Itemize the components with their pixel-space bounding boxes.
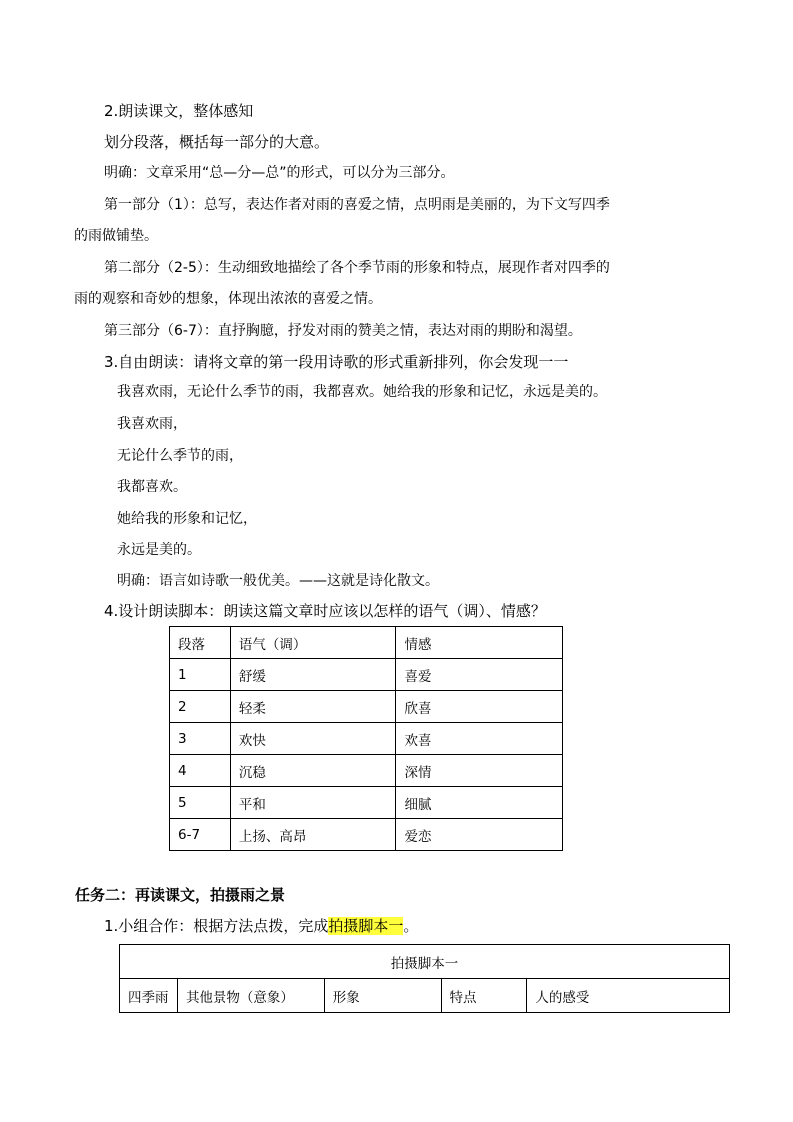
poem-source-line: 我喜欢雨，无论什么季节的雨，我都喜欢。她给我的形象和记忆，永远是美的。 xyxy=(117,384,607,400)
header-feeling: 人的感受 xyxy=(527,979,730,1013)
cell-emotion: 欢喜 xyxy=(396,723,563,755)
paragraph-answer: 明确：文章采用“总—分—总”的形式，可以分为三部分。 xyxy=(104,165,455,181)
cell-tone: 欢快 xyxy=(230,723,396,755)
poem-line-1: 我喜欢雨， xyxy=(117,416,187,432)
poem-line-2: 无论什么季节的雨， xyxy=(117,448,243,464)
shooting-table-title-row xyxy=(120,945,730,979)
reading-script-table xyxy=(169,626,563,851)
table-row xyxy=(170,755,563,787)
section-heading-reading: 2.朗读课文，整体感知 xyxy=(104,102,254,120)
table-row xyxy=(170,723,563,755)
cell-paragraph: 6-7 xyxy=(170,819,231,851)
cell-emotion: 细腻 xyxy=(396,787,563,819)
header-paragraph: 段落 xyxy=(170,627,231,659)
cell-tone: 轻柔 xyxy=(230,691,396,723)
section-heading-free-reading: 3.自由朗读：请将文章的第一段用诗歌的形式重新排列，你会发现一一 xyxy=(104,353,569,371)
shooting-script-table xyxy=(119,944,730,1013)
cell-emotion: 喜爱 xyxy=(396,659,563,691)
cell-emotion: 欣喜 xyxy=(396,691,563,723)
cell-paragraph: 3 xyxy=(170,723,231,755)
paragraph-part-one-cont: 的雨做铺垫。 xyxy=(74,228,158,244)
header-season-rain: 四季雨 xyxy=(120,979,178,1013)
task-item-prefix: 1.小组合作：根据方法点拨，完成 xyxy=(104,917,329,935)
table-row xyxy=(170,787,563,819)
header-feature: 特点 xyxy=(441,979,527,1013)
poem-line-3: 我都喜欢。 xyxy=(117,479,187,495)
paragraph-instruction: 划分段落，概括每一部分的大意。 xyxy=(104,133,330,151)
cell-paragraph: 4 xyxy=(170,755,231,787)
shooting-table-header-row xyxy=(120,979,730,1013)
paragraph-part-two-cont: 雨的观察和奇妙的想象，体现出浓浓的喜爱之情。 xyxy=(74,291,382,307)
header-other-scenery: 其他景物（意象） xyxy=(177,979,324,1013)
table-row xyxy=(170,819,563,851)
paragraph-poetic-prose: 明确：语言如诗歌一般优美。——这就是诗化散文。 xyxy=(117,573,439,589)
poem-line-5: 永远是美的。 xyxy=(117,542,201,558)
header-image: 形象 xyxy=(324,979,441,1013)
table-header-row xyxy=(170,627,563,659)
cell-tone: 上扬、高昂 xyxy=(230,819,396,851)
table-row xyxy=(170,659,563,691)
cell-tone: 平和 xyxy=(230,787,396,819)
shooting-table-title: 拍摄脚本一 xyxy=(120,945,730,979)
highlighted-script-name: 拍摄脚本一 xyxy=(328,917,404,935)
task-item-suffix: 。 xyxy=(403,917,419,935)
cell-emotion: 深情 xyxy=(396,755,563,787)
paragraph-part-three: 第三部分（6-7）：直抒胸臆，抒发对雨的赞美之情，表达对雨的期盼和渴望。 xyxy=(104,323,582,339)
task-two-item xyxy=(104,916,418,936)
cell-tone: 沉稳 xyxy=(230,755,396,787)
header-tone: 语气（调） xyxy=(230,627,396,659)
paragraph-part-two: 第二部分（2-5）：生动细致地描绘了各个季节雨的形象和特点，展现作者对四季的 xyxy=(104,260,610,276)
header-emotion: 情感 xyxy=(396,627,563,659)
section-heading-script: 4.设计朗读脚本：朗读这篇文章时应该以怎样的语气（调）、情感？ xyxy=(104,602,546,620)
cell-paragraph: 1 xyxy=(170,659,231,691)
table-row xyxy=(170,691,563,723)
cell-tone: 舒缓 xyxy=(230,659,396,691)
cell-emotion: 爱恋 xyxy=(396,819,563,851)
cell-paragraph: 2 xyxy=(170,691,231,723)
cell-paragraph: 5 xyxy=(170,787,231,819)
poem-line-4: 她给我的形象和记忆， xyxy=(117,511,257,527)
paragraph-part-one: 第一部分（1）：总写，表达作者对雨的喜爱之情，点明雨是美丽的，为下文写四季 xyxy=(104,197,610,213)
task-two-heading: 任务二：再读课文，拍摄雨之景 xyxy=(75,886,286,904)
